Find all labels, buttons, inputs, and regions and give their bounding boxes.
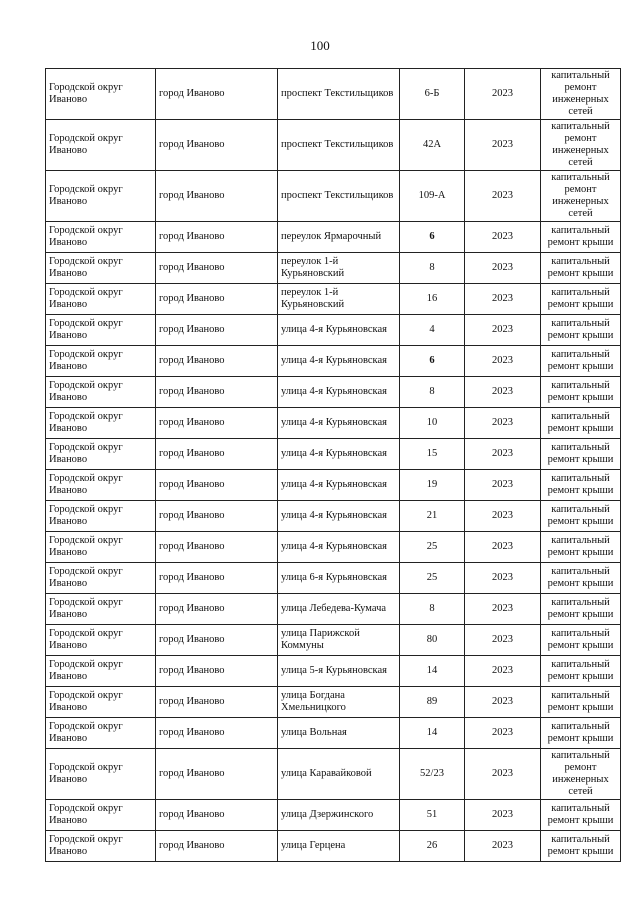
cell-district: Городской округ Иваново [46,69,156,120]
cell-street: улица Парижской Коммуны [278,625,400,656]
cell-city: город Иваново [156,800,278,831]
table-row [46,222,621,253]
cell-house: 14 [400,718,465,749]
cell-street: переулок 1-й Курьяновский [278,284,400,315]
cell-city: город Иваново [156,501,278,532]
cell-street: проспект Текстильщиков [278,120,400,171]
cell-year: 2023 [465,687,541,718]
cell-year: 2023 [465,69,541,120]
cell-year: 2023 [465,253,541,284]
cell-work: капитальный ремонт крыши [541,408,621,439]
table-row [46,501,621,532]
cell-city: город Иваново [156,408,278,439]
cell-work: капитальный ремонт инженерных сетей [541,171,621,222]
cell-year: 2023 [465,532,541,563]
cell-house: 16 [400,284,465,315]
cell-city: город Иваново [156,532,278,563]
cell-work: капитальный ремонт крыши [541,831,621,862]
cell-house: 80 [400,625,465,656]
table-body [46,69,621,862]
cell-work: капитальный ремонт крыши [541,315,621,346]
cell-city: город Иваново [156,377,278,408]
cell-work: капитальный ремонт крыши [541,284,621,315]
cell-city: город Иваново [156,831,278,862]
cell-district: Городской округ Иваново [46,687,156,718]
cell-district: Городской округ Иваново [46,470,156,501]
cell-work: капитальный ремонт крыши [541,718,621,749]
table-row [46,800,621,831]
cell-house: 8 [400,253,465,284]
table-row [46,718,621,749]
table-row [46,594,621,625]
cell-district: Городской округ Иваново [46,439,156,470]
cell-district: Городской округ Иваново [46,501,156,532]
table-row [46,284,621,315]
cell-city: город Иваново [156,470,278,501]
cell-street: улица Герцена [278,831,400,862]
cell-house: 25 [400,532,465,563]
cell-house: 21 [400,501,465,532]
cell-year: 2023 [465,656,541,687]
cell-district: Городской округ Иваново [46,532,156,563]
cell-house: 4 [400,315,465,346]
cell-work: капитальный ремонт крыши [541,687,621,718]
cell-work: капитальный ремонт крыши [541,563,621,594]
page-number: 100 [310,38,330,53]
table-row [46,656,621,687]
cell-city: город Иваново [156,222,278,253]
cell-district: Городской округ Иваново [46,315,156,346]
table-row [46,439,621,470]
cell-city: город Иваново [156,687,278,718]
cell-city: город Иваново [156,656,278,687]
cell-district: Городской округ Иваново [46,222,156,253]
cell-year: 2023 [465,501,541,532]
cell-year: 2023 [465,470,541,501]
cell-house: 19 [400,470,465,501]
table-row [46,532,621,563]
cell-work: капитальный ремонт инженерных сетей [541,120,621,171]
cell-city: город Иваново [156,120,278,171]
cell-street: улица Вольная [278,718,400,749]
cell-street: улица 4-я Курьяновская [278,439,400,470]
cell-house: 25 [400,563,465,594]
cell-house: 109-А [400,171,465,222]
cell-district: Городской округ Иваново [46,408,156,439]
cell-district: Городской округ Иваново [46,171,156,222]
cell-street: улица 4-я Курьяновская [278,532,400,563]
table-row [46,120,621,171]
cell-city: город Иваново [156,718,278,749]
table-row [46,171,621,222]
cell-street: улица 4-я Курьяновская [278,346,400,377]
cell-house: 26 [400,831,465,862]
cell-district: Городской округ Иваново [46,749,156,800]
cell-district: Городской округ Иваново [46,120,156,171]
cell-city: город Иваново [156,439,278,470]
cell-year: 2023 [465,625,541,656]
cell-work: капитальный ремонт крыши [541,532,621,563]
cell-work: капитальный ремонт инженерных сетей [541,69,621,120]
cell-city: город Иваново [156,284,278,315]
cell-district: Городской округ Иваново [46,284,156,315]
cell-street: проспект Текстильщиков [278,171,400,222]
table-row [46,253,621,284]
cell-year: 2023 [465,563,541,594]
cell-street: проспект Текстильщиков [278,69,400,120]
cell-district: Городской округ Иваново [46,656,156,687]
cell-district: Городской округ Иваново [46,563,156,594]
cell-year: 2023 [465,594,541,625]
table-row [46,315,621,346]
table-row [46,408,621,439]
cell-house: 8 [400,377,465,408]
table-row [46,377,621,408]
cell-street: переулок 1-й Курьяновский [278,253,400,284]
cell-work: капитальный ремонт инженерных сетей [541,749,621,800]
cell-work: капитальный ремонт крыши [541,594,621,625]
cell-city: город Иваново [156,69,278,120]
cell-year: 2023 [465,377,541,408]
cell-house: 42А [400,120,465,171]
cell-district: Городской округ Иваново [46,346,156,377]
cell-year: 2023 [465,315,541,346]
cell-street: переулок Ярмарочный [278,222,400,253]
table-row [46,749,621,800]
cell-work: капитальный ремонт крыши [541,625,621,656]
cell-work: капитальный ремонт крыши [541,800,621,831]
cell-year: 2023 [465,120,541,171]
cell-work: капитальный ремонт крыши [541,222,621,253]
cell-year: 2023 [465,284,541,315]
table-row [46,69,621,120]
cell-city: город Иваново [156,625,278,656]
cell-year: 2023 [465,171,541,222]
cell-house: 15 [400,439,465,470]
cell-city: город Иваново [156,171,278,222]
cell-year: 2023 [465,831,541,862]
cell-street: улица 4-я Курьяновская [278,408,400,439]
cell-street: улица 4-я Курьяновская [278,315,400,346]
cell-district: Городской округ Иваново [46,625,156,656]
table-row [46,470,621,501]
cell-house: 14 [400,656,465,687]
cell-city: город Иваново [156,749,278,800]
cell-year: 2023 [465,408,541,439]
cell-work: капитальный ремонт крыши [541,346,621,377]
cell-city: город Иваново [156,563,278,594]
cell-house: 6 [400,346,465,377]
table-row [46,687,621,718]
cell-house: 89 [400,687,465,718]
cell-work: капитальный ремонт крыши [541,439,621,470]
cell-city: город Иваново [156,594,278,625]
cell-city: город Иваново [156,315,278,346]
cell-work: капитальный ремонт крыши [541,656,621,687]
cell-street: улица 5-я Курьяновская [278,656,400,687]
cell-year: 2023 [465,718,541,749]
table-row [46,563,621,594]
cell-street: улица 4-я Курьяновская [278,377,400,408]
cell-work: капитальный ремонт крыши [541,501,621,532]
cell-year: 2023 [465,439,541,470]
cell-house: 51 [400,800,465,831]
cell-work: капитальный ремонт крыши [541,253,621,284]
cell-house: 6 [400,222,465,253]
cell-district: Городской округ Иваново [46,253,156,284]
cell-street: улица Каравайковой [278,749,400,800]
cell-street: улица Дзержинского [278,800,400,831]
cell-city: город Иваново [156,253,278,284]
cell-year: 2023 [465,749,541,800]
cell-street: улица 6-я Курьяновская [278,563,400,594]
table-row [46,625,621,656]
cell-house: 52/23 [400,749,465,800]
cell-street: улица Лебедева-Кумача [278,594,400,625]
table-row [46,346,621,377]
cell-year: 2023 [465,800,541,831]
cell-work: капитальный ремонт крыши [541,470,621,501]
cell-district: Городской округ Иваново [46,594,156,625]
cell-year: 2023 [465,346,541,377]
cell-house: 10 [400,408,465,439]
cell-district: Городской округ Иваново [46,831,156,862]
cell-street: улица 4-я Курьяновская [278,501,400,532]
cell-city: город Иваново [156,346,278,377]
cell-house: 8 [400,594,465,625]
cell-house: 6-Б [400,69,465,120]
cell-street: улица 4-я Курьяновская [278,470,400,501]
repair-schedule-table [45,68,621,862]
cell-district: Городской округ Иваново [46,718,156,749]
cell-work: капитальный ремонт крыши [541,377,621,408]
cell-district: Городской округ Иваново [46,377,156,408]
cell-year: 2023 [465,222,541,253]
cell-district: Городской округ Иваново [46,800,156,831]
table-row [46,831,621,862]
cell-street: улица Богдана Хмельницкого [278,687,400,718]
